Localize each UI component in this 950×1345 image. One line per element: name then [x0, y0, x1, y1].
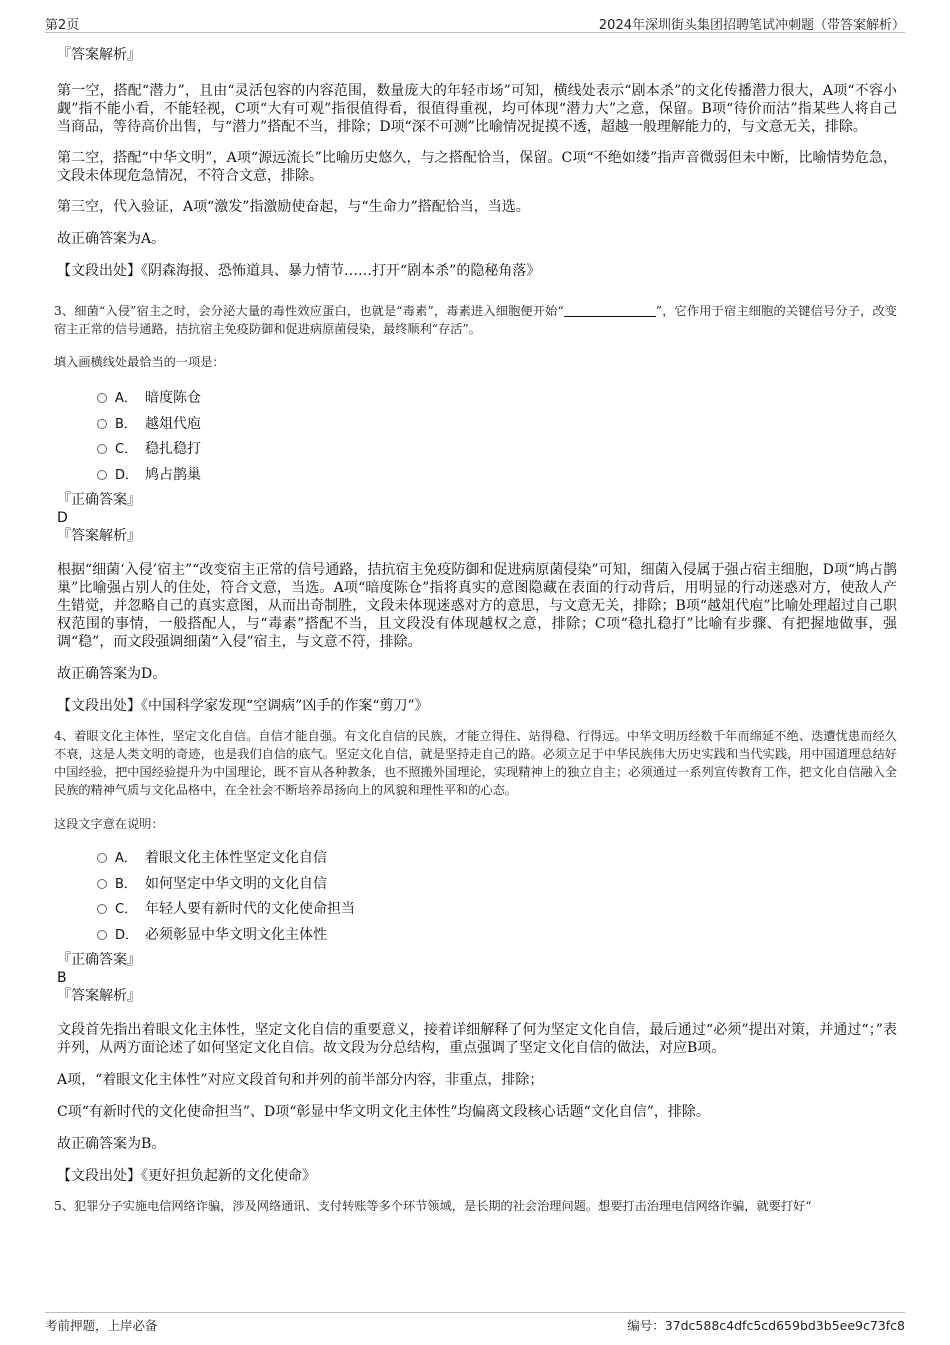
- analysis-paragraph: 根据“细菌‘入侵’宿主”“改变宿主正常的信号通路，拮抗宿主免疫防御和促进病原菌侵染”可知，细菌入侵属于强占宿主细胞，D项“鸠占鹊巢”比喻强占别人的住处，符合文意，当选。A项“暗度陈仓”指将真实的意图隐藏在表面的行动背后，用明显的行动迷惑对方，使敌人产生错觉，并忽略自己的真实意图，从而出奇制胜，文段未体现迷惑对方的意思，与文意无关，排除；B项“越俎代庖”比喻处理超过自己职权范围的事情，一般搭配人，与“毒素”搭配不当，且文段没有体现越权之意，排除；C项“稳扎稳打”比喻有步骤、有把握地做事，强调“稳”，而文段强调细菌“入侵”宿主，与文意不符，排除。: [57, 562, 897, 650]
- answer-conclusion: 故正确答案为B。: [57, 1136, 166, 1152]
- option-letter: D．: [115, 927, 139, 943]
- question-stem-part: 3、细菌“入侵”宿主之时，会分泌大量的毒性效应蛋白，也就是“毒素”，毒素进入细胞便开始“: [54, 304, 564, 318]
- option-text: 鸠占鹊巢: [145, 466, 201, 483]
- radio-icon[interactable]: [97, 904, 107, 914]
- option-a[interactable]: [97, 386, 897, 412]
- option-letter: C．: [115, 442, 138, 457]
- option-letter: A．: [115, 391, 137, 406]
- radio-icon[interactable]: [97, 879, 107, 889]
- option-text: 越俎代庖: [145, 415, 201, 432]
- option-letter: A．: [115, 851, 137, 866]
- radio-icon[interactable]: [97, 393, 107, 403]
- page-header: [45, 12, 905, 33]
- correct-answer-label: 『正确答案』: [57, 492, 141, 508]
- question-stem-part: ”，它作用于宿主细胞的关键信号分子，改变宿主正常的信号通路，拮抗宿主免疫防御和促进病原菌侵染，最终顺利“存活”。: [54, 304, 897, 336]
- fill-blank: [564, 304, 656, 317]
- option-letter: B．: [115, 876, 137, 892]
- correct-answer: B: [57, 970, 67, 986]
- option-text: 着眼文化主体性坚定文化自信: [145, 850, 327, 866]
- answer-conclusion: 故正确答案为A。: [57, 231, 166, 247]
- option-letter: D．: [115, 467, 139, 483]
- option-text: 年轻人要有新时代的文化使命担当: [145, 901, 355, 917]
- option-text: 如何坚定中华文明的文化自信: [145, 875, 327, 892]
- code-label: 编号：: [627, 1318, 665, 1333]
- option-text: 稳扎稳打: [145, 441, 201, 457]
- page-number: 第2页: [45, 18, 80, 33]
- footer-slogan: 考前押题，上岸必备: [45, 1318, 158, 1333]
- analysis-label: 『答案解析』: [57, 47, 141, 63]
- source-citation: 【文段出处】《中国科学家发现“空调病”凶手的作案“剪刀”》: [57, 698, 429, 714]
- question-stem: [54, 302, 897, 338]
- option-text: 必须彰显中华文明文化主体性: [145, 926, 327, 943]
- analysis-paragraph: C项“有新时代的文化使命担当”、D项“彰显中华文明文化主体性”均偏离文段核心话题“文化自信”，排除。: [57, 1104, 710, 1120]
- analysis-paragraph: A项，“着眼文化主体性”对应文段首句和并列的前半部分内容，非重点，排除；: [57, 1072, 544, 1088]
- option-d[interactable]: [97, 463, 897, 489]
- option-letter: C．: [115, 902, 138, 917]
- radio-icon[interactable]: [97, 419, 107, 429]
- option-a[interactable]: [97, 846, 897, 872]
- radio-icon[interactable]: [97, 470, 107, 480]
- analysis-label: 『答案解析』: [57, 988, 141, 1004]
- question-stem: 4、着眼文化主体性，坚定文化自信。自信才能自强。有文化自信的民族，才能立得住、站得稳、行得远。中华文明历经数千年而绵延不绝、迭遭忧患而经久不衰，这是人类文明的奇迹，也是我们自信的底气。坚定文化自信，就是坚持走自己的路。必须立足于中华民族伟大历史实践和当代实践，用中国道理总结好中国经验，把中国经验提升为中国理论，既不盲从各种教条，也不照搬外国理论，实现精神上的独立自主；必须通过一系列宣传教育工作，把文化自信融入全民族的精神气质与文化品格中，在全社会不断培养昂扬向上的风貌和理性平和的心态。: [54, 729, 897, 797]
- page-footer: [45, 1312, 905, 1333]
- answer-conclusion: 故正确答案为D。: [57, 666, 167, 682]
- radio-icon[interactable]: [97, 930, 107, 940]
- option-list: [97, 386, 897, 488]
- correct-answer: D: [57, 510, 68, 526]
- option-c[interactable]: [97, 437, 897, 463]
- analysis-paragraph: 第三空，代入验证，A项“激发”指激励使奋起，与“生命力”搭配恰当，当选。: [57, 199, 530, 215]
- radio-icon[interactable]: [97, 444, 107, 454]
- analysis-label: 『答案解析』: [57, 528, 141, 544]
- question-prompt: 这段文字意在说明：: [54, 817, 164, 831]
- option-text: 暗度陈仓: [145, 390, 201, 406]
- document-body: [54, 44, 897, 1215]
- option-b[interactable]: [97, 412, 897, 438]
- option-list: [97, 846, 897, 948]
- option-d[interactable]: [97, 923, 897, 949]
- analysis-paragraph: 文段首先指出着眼文化主体性，坚定文化自信的重要意义，接着详细解释了何为坚定文化自信，最后通过“必须”提出对策，并通过“；”表并列，从两方面论述了如何坚定文化自信。故文段为分总结构，重点强调了坚定文化自信的做法，对应B项。: [57, 1022, 897, 1056]
- source-citation: 【文段出处】《更好担负起新的文化使命》: [57, 1168, 316, 1184]
- analysis-paragraph: 第一空，搭配“潜力”，且由“灵活包容的内容范围，数量庞大的年轻市场”可知，横线处表示“剧本杀”的文化传播潜力很大，A项“不容小觑”指不能小看，不能轻视，C项“大有可观”指很值得看，很值得重视，均可体现“潜力大”之意，保留。B项“待价而沽”指某些人将自己当商品，等待高价出售，与“潜力”搭配不当，排除；D项“深不可测”比喻情况捉摸不透，超越一般理解能力的，与文意无关，排除。: [57, 83, 897, 135]
- radio-icon[interactable]: [97, 853, 107, 863]
- analysis-paragraph: 第二空，搭配“中华文明”，A项“源远流长”比喻历史悠久，与之搭配恰当，保留。C项“不绝如缕”指声音微弱但未中断，比喻情势危急，文段未体现危急情况，不符合文意，排除。: [57, 150, 897, 184]
- option-b[interactable]: [97, 872, 897, 898]
- correct-answer-label: 『正确答案』: [57, 952, 141, 968]
- question-prompt: 填入画横线处最恰当的一项是：: [54, 355, 225, 369]
- document-code: [627, 1316, 905, 1334]
- source-citation: 【文段出处】《阴森海报、恐怖道具、暴力情节……打开“剧本杀”的隐秘角落》: [57, 263, 541, 279]
- document-title: 2024年深圳街头集团招聘笔试冲刺题（带答案解析）: [598, 18, 905, 33]
- option-letter: B．: [115, 416, 137, 432]
- code-value: 37dc588c4dfc5cd659bd3b5ee9c73fc8: [664, 1318, 905, 1333]
- option-c[interactable]: [97, 897, 897, 923]
- question-stem: 5、犯罪分子实施电信网络诈骗，涉及网络通讯、支付转账等多个环节领域，是长期的社会治理问题。想要打击治理电信网络诈骗，就要打好“: [54, 1199, 812, 1213]
